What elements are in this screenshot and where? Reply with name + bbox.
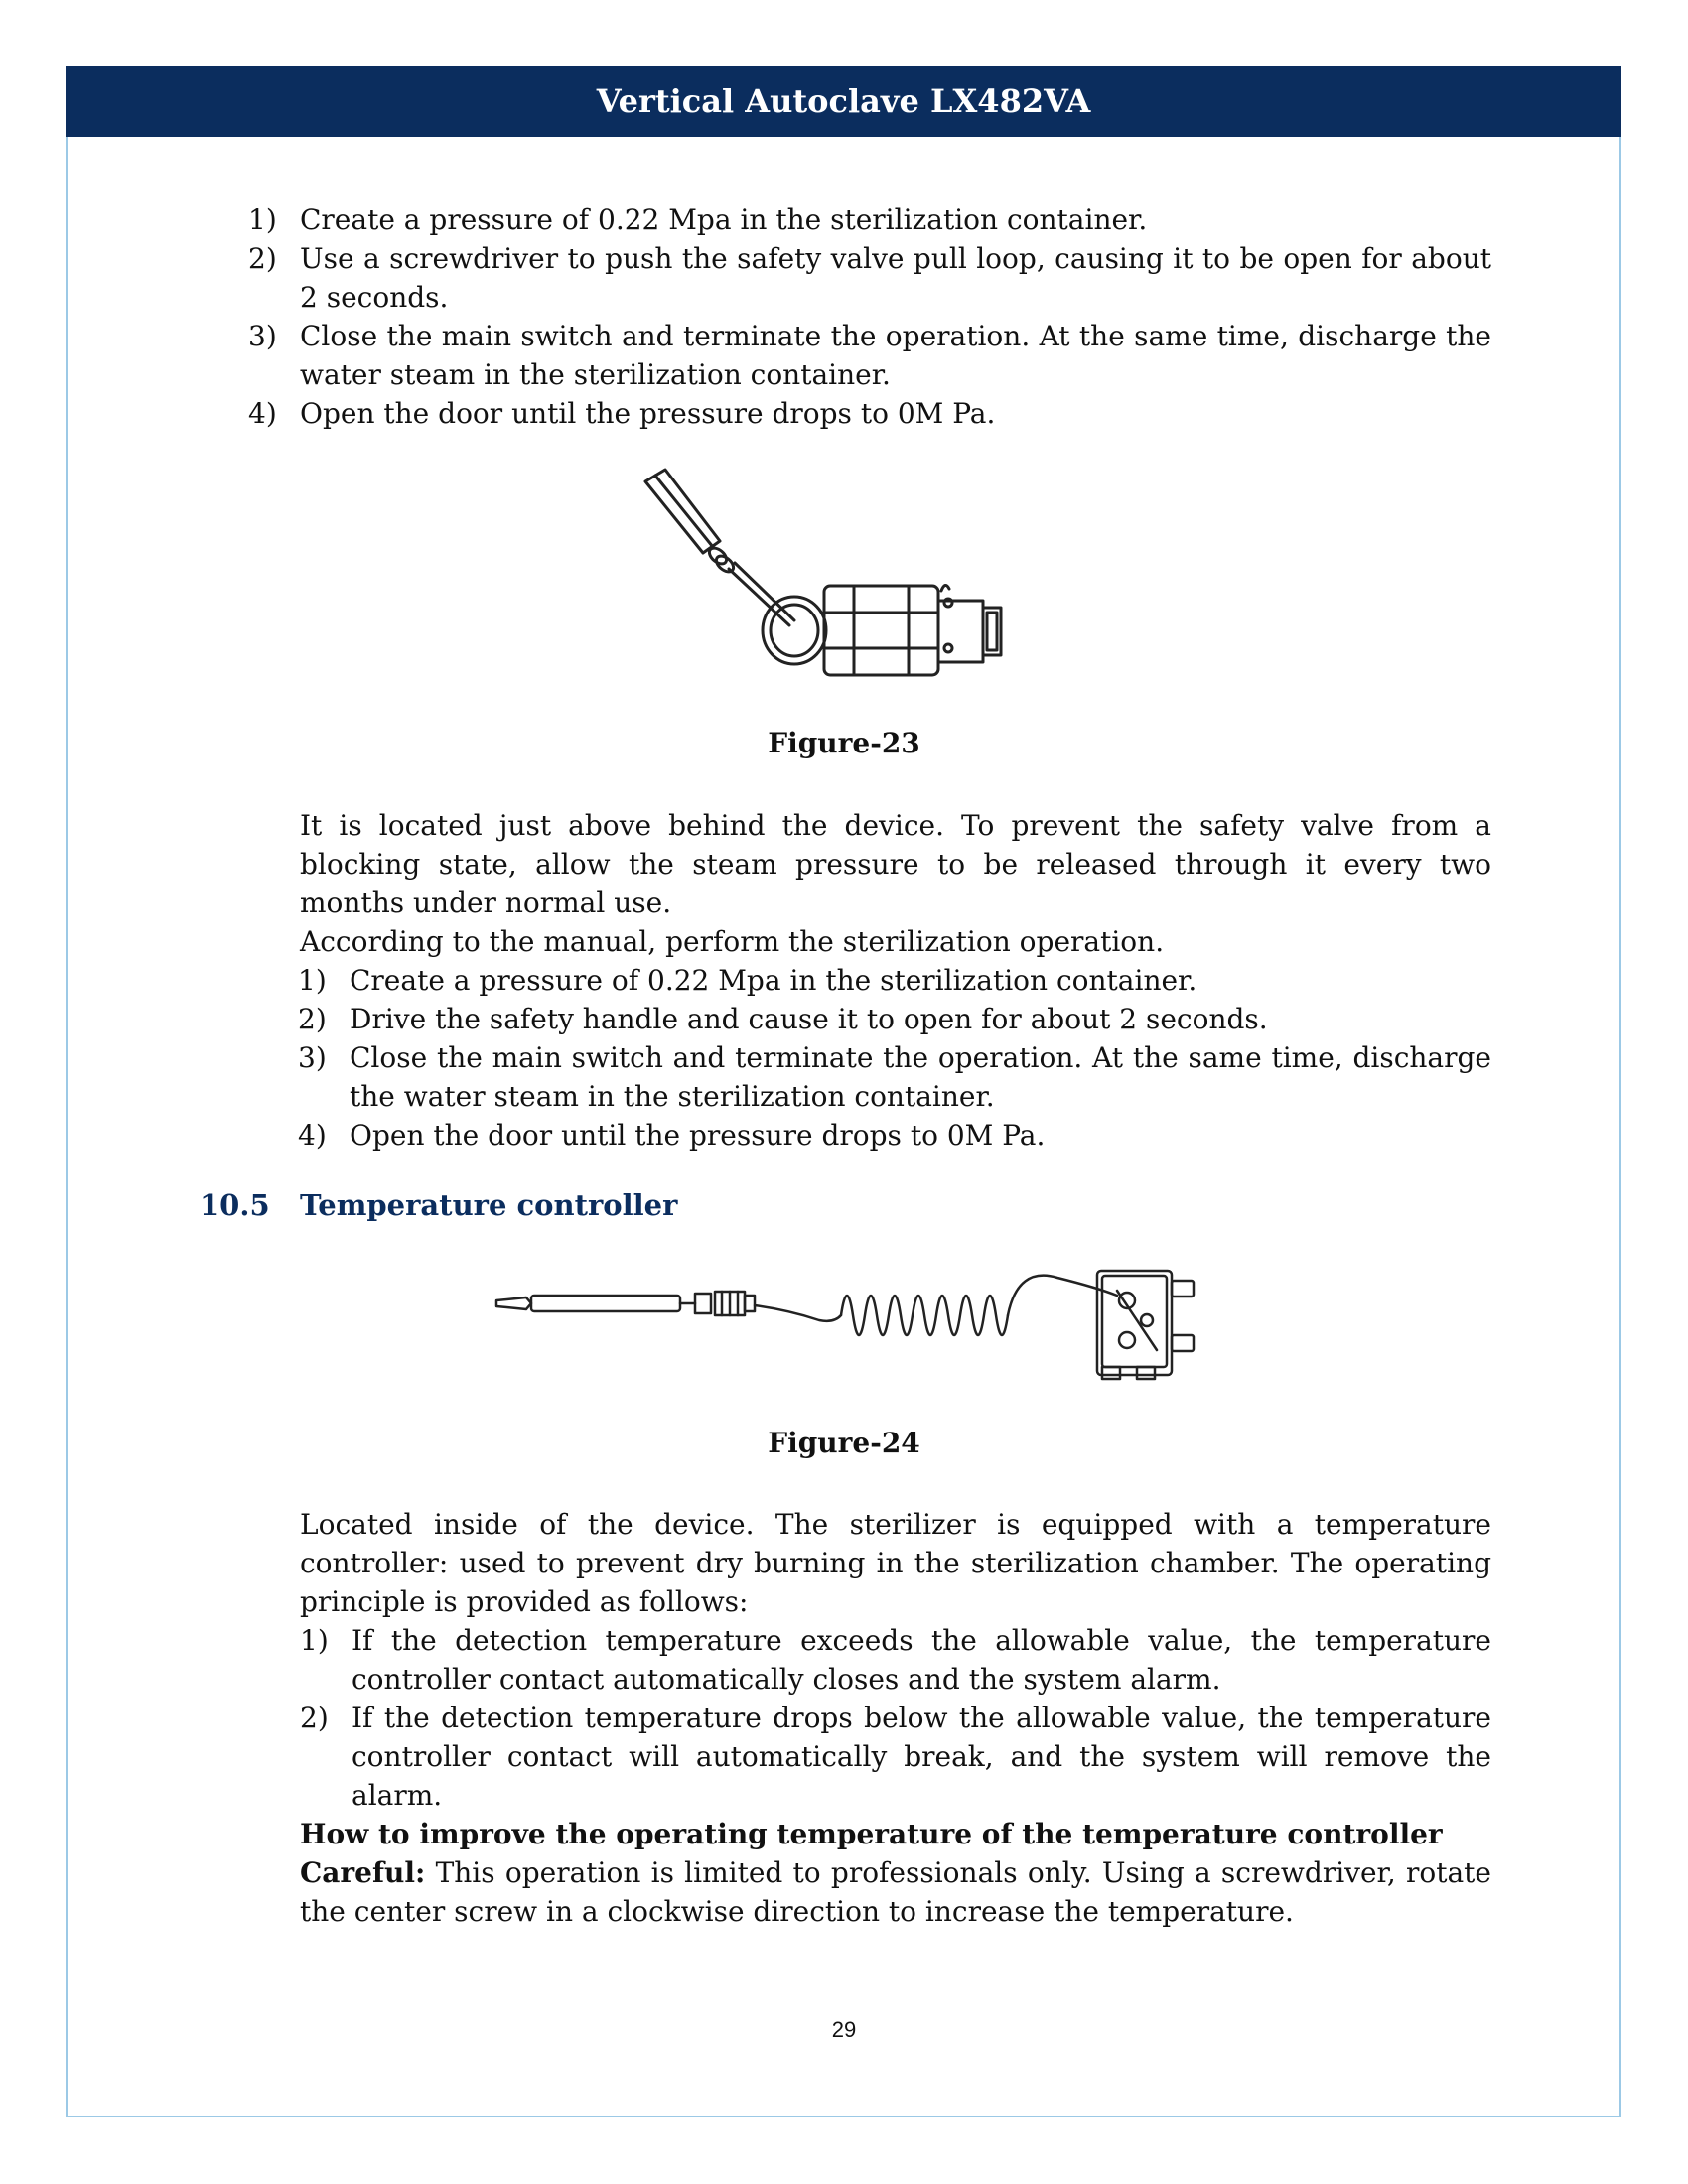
list-number: 1) <box>248 204 277 236</box>
list-text: If the detection temperature drops below the allowable value, the temperature controller contact will automatically break, and the system will remove the alarm. <box>352 1702 1491 1812</box>
list-text: Close the main switch and terminate the operation. At the same time, discharge the water steam in the sterilization container. <box>350 1041 1491 1113</box>
figure-23-caption: Figure-23 <box>768 727 920 759</box>
safety-valve-paragraph: It is located just above behind the device. To prevent the safety valve from a blocking state, allow the steam pressure to be released through it every two months under normal use. <box>300 809 1491 919</box>
list-item <box>248 201 1491 239</box>
careful-text: This operation is limited to professionals only. Using a screwdriver, rotate the center screw in a clockwise direction to increase the temperature. <box>300 1856 1491 1928</box>
list-item <box>300 1699 1491 1815</box>
section-number: 10.5 <box>200 1188 270 1222</box>
header-title: Vertical Autoclave LX482VA <box>596 82 1091 120</box>
procedure-list-c <box>300 1621 1491 1815</box>
list-number: 2) <box>300 1702 329 1734</box>
list-text: If the detection temperature exceeds the allowable value, the temperature controller contact automatically closes and the system alarm. <box>352 1624 1491 1696</box>
section-title: Temperature controller <box>300 1188 678 1222</box>
list-number: 4) <box>248 397 277 430</box>
list-item <box>298 961 1491 1000</box>
careful-paragraph <box>300 1853 1491 1931</box>
list-item <box>298 1000 1491 1038</box>
page-number: 29 <box>831 2017 857 2042</box>
temperature-controller-paragraph: Located inside of the device. The sterilizer is equipped with a temperature controller: used to prevent dry burning in the sterilization chamber. The operating principle is provided as follows: <box>300 1508 1491 1618</box>
list-number: 2) <box>298 1003 327 1035</box>
list-item <box>300 1621 1491 1699</box>
list-number: 2) <box>248 242 277 275</box>
figure-24-caption: Figure-24 <box>768 1427 920 1459</box>
list-item <box>248 394 1491 433</box>
list-number: 3) <box>298 1041 327 1074</box>
page-header <box>66 66 1621 137</box>
list-item <box>248 317 1491 394</box>
list-number: 1) <box>300 1624 329 1657</box>
list-text: Create a pressure of 0.22 Mpa in the sterilization container. <box>300 204 1148 236</box>
list-text: Open the door until the pressure drops to 0M Pa. <box>350 1119 1046 1152</box>
list-text: Use a screwdriver to push the safety valve pull loop, causing it to be open for about 2 seconds. <box>300 242 1491 314</box>
list-text: Close the main switch and terminate the operation. At the same time, discharge the water steam in the sterilization container. <box>300 320 1491 391</box>
list-number: 4) <box>298 1119 327 1152</box>
improve-heading: How to improve the operating temperature of the temperature controller <box>300 1818 1443 1850</box>
list-text: Open the door until the pressure drops to 0M Pa. <box>300 397 996 430</box>
list-text: Drive the safety handle and cause it to open for about 2 seconds. <box>350 1003 1268 1035</box>
procedure-list-b <box>298 961 1491 1155</box>
list-item <box>298 1038 1491 1116</box>
list-item <box>248 239 1491 317</box>
safety-valve-intro: According to the manual, perform the sterilization operation. <box>300 925 1165 958</box>
list-number: 3) <box>248 320 277 352</box>
safety-valve-illustration <box>626 462 1023 690</box>
list-number: 1) <box>298 964 327 997</box>
procedure-list-a <box>248 201 1491 433</box>
careful-label: Careful: <box>300 1856 426 1889</box>
list-text: Create a pressure of 0.22 Mpa in the sterilization container. <box>350 964 1197 997</box>
temperature-controller-illustration <box>492 1266 1206 1385</box>
list-item <box>298 1116 1491 1155</box>
